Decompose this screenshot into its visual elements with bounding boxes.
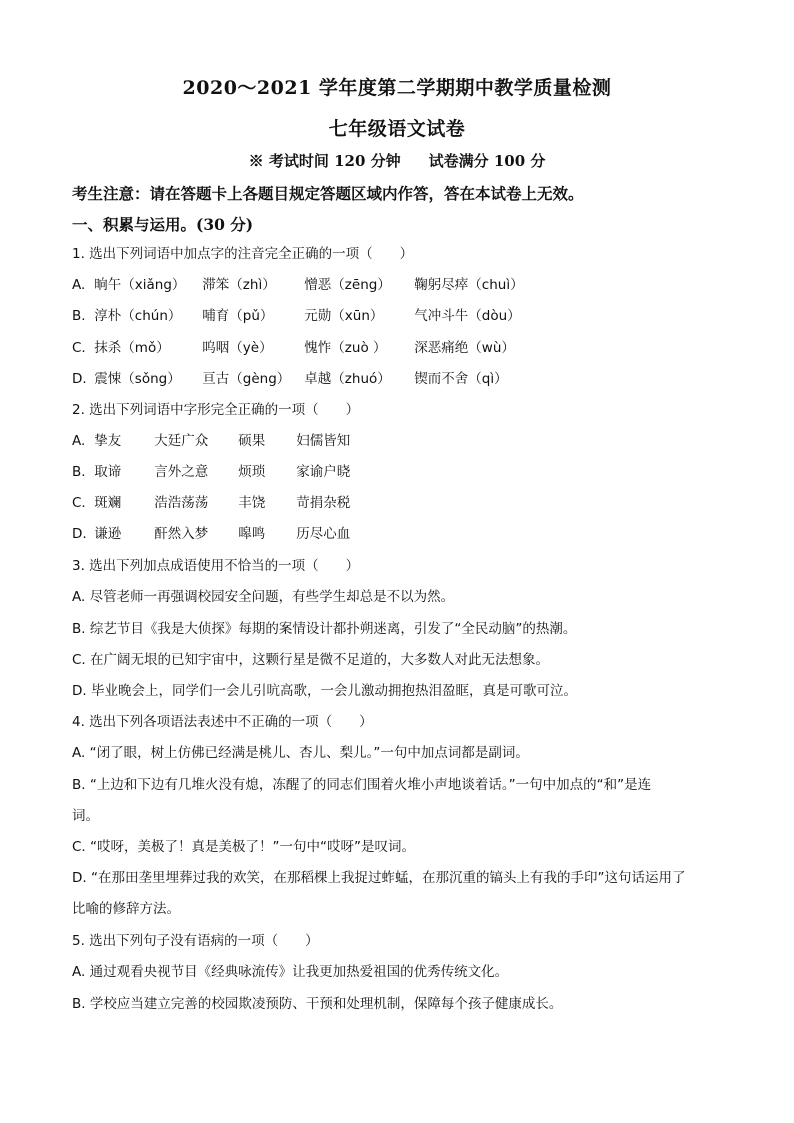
question-3-option-c: C. 在广阔无垠的已知宇宙中，这颗行星是微不足道的，大多数人对此无法想象。 — [72, 652, 550, 668]
option-item: 苛捐杂税 — [296, 495, 351, 511]
option-letter: B. — [72, 464, 86, 480]
question-5-option-a: A. 通过观看央视节目《经典咏流传》让我更加热爱祖国的优秀传统文化。 — [72, 964, 509, 980]
option-item: 烦琐 — [238, 464, 266, 480]
question-2-option-c — [72, 494, 350, 512]
option-item: 哺育（pǔ） — [202, 308, 274, 324]
option-letter: D. — [72, 526, 87, 542]
exam-notice: 考生注意：请在答题卡上各题目规定答题区域内作答，答在本试卷上无效。 — [72, 184, 584, 203]
option-item: 元勋（xūn） — [304, 308, 384, 324]
question-1-option-c — [72, 339, 515, 357]
option-item: 取谛 — [94, 464, 122, 480]
question-3-stem: 3. 选出下列加点成语使用不恰当的一项（ ） — [72, 558, 360, 574]
option-letter: B. — [72, 308, 86, 324]
option-letter: C. — [72, 495, 86, 511]
option-item: 愧怍（zuò ） — [304, 340, 387, 356]
option-letter: A. — [72, 433, 86, 449]
option-item: 硕果 — [238, 433, 266, 449]
question-1-stem: 1. 选出下列词语中加点字的注音完全正确的一项（ ） — [72, 246, 414, 262]
option-item: 淳朴（chún） — [94, 308, 182, 324]
section-heading: 一、积累与运用。(30 分) — [72, 215, 254, 234]
option-item: 晌午（xiǎng） — [94, 277, 186, 293]
option-letter: D. — [72, 371, 87, 387]
option-item: 呜咽（yè） — [202, 340, 273, 356]
option-item: 震悚（sǒng） — [94, 371, 181, 387]
exam-info — [0, 150, 794, 171]
question-4-option-b-cont: 词。 — [72, 808, 99, 824]
exam-title: 2020～2021 学年度第二学期期中教学质量检测 — [182, 77, 612, 99]
option-item: 抹杀（mǒ） — [94, 340, 170, 356]
option-item: 憎恶（zēng） — [304, 277, 391, 293]
option-item: 气冲斗牛（dòu） — [414, 308, 521, 324]
question-3-option-a: A. 尽管老师一再强调校园安全问题，有些学生却总是不以为然。 — [72, 589, 455, 605]
question-3-option-b: B. 综艺节目《我是大侦探》每期的案情设计都扑朔迷离，引发了“全民动脑”的热潮。 — [72, 621, 577, 637]
exam-score: 试卷满分 100 分 — [428, 152, 546, 170]
option-letter: C. — [72, 340, 86, 356]
option-item: 嗥鸣 — [238, 526, 266, 542]
question-1-option-d — [72, 370, 508, 388]
question-4-option-c: C. “哎呀，美极了！真是美极了！”一句中“哎呀”是叹词。 — [72, 839, 415, 855]
question-1-option-b — [72, 307, 521, 325]
option-item: 言外之意 — [154, 464, 209, 480]
option-item: 家谕户晓 — [296, 464, 351, 480]
question-2-stem: 2. 选出下列词语中字形完全正确的一项（ ） — [72, 402, 360, 418]
question-5-stem: 5. 选出下列句子没有语病的一项（ ） — [72, 933, 319, 949]
question-2-option-d — [72, 525, 350, 543]
option-item: 深恶痛绝（wù） — [414, 340, 515, 356]
option-item: 滞笨（zhì） — [202, 277, 276, 293]
option-item: 历尽心血 — [296, 526, 351, 542]
exam-time: ※ 考试时间 120 分钟 — [248, 152, 401, 170]
question-4-option-d-cont: 比喻的修辞方法。 — [72, 901, 180, 917]
option-item: 妇儒皆知 — [296, 433, 351, 449]
question-2-option-b — [72, 463, 350, 481]
option-item: 谦逊 — [94, 526, 122, 542]
question-3-option-d: D. 毕业晚会上，同学们一会儿引吭高歌，一会儿激动拥抱热泪盈眶，真是可歌可泣。 — [72, 683, 577, 699]
option-item: 挚友 — [94, 433, 122, 449]
option-item: 丰饶 — [238, 495, 266, 511]
question-4-option-a: A. “闭了眼，树上仿佛已经满是桃儿、杏儿、梨儿。”一句中加点词都是副词。 — [72, 745, 529, 761]
exam-subtitle: 七年级语文试卷 — [328, 118, 466, 140]
question-4-option-b: B. “上边和下边有几堆火没有熄，冻醒了的同志们围着火堆小声地谈着话。”一句中加点的“和”是连 — [72, 777, 652, 793]
question-2-option-a — [72, 432, 350, 450]
option-letter: A. — [72, 277, 86, 293]
option-item: 卓越（zhuó） — [304, 371, 391, 387]
option-item: 斑斓 — [94, 495, 122, 511]
option-item: 锲而不舍（qì） — [414, 371, 508, 387]
option-item: 鞠躬尽瘁（chuì） — [414, 277, 524, 293]
question-1-option-a — [72, 276, 524, 294]
question-4-stem: 4. 选出下列各项语法表述中不正确的一项（ ） — [72, 714, 373, 730]
question-5-option-b: B. 学校应当建立完善的校园欺凌预防、干预和处理机制，保障每个孩子健康成长。 — [72, 996, 563, 1012]
option-item: 酐然入梦 — [154, 526, 209, 542]
option-item: 亘古（gèng） — [202, 371, 291, 387]
option-item: 大廷广众 — [154, 433, 209, 449]
option-item: 浩浩荡荡 — [154, 495, 209, 511]
question-4-option-d: D. “在那田垄里埋葬过我的欢笑，在那稻棵上我捉过蚱蜢，在那沉重的镐头上有我的手印”这句话运用了 — [72, 870, 686, 886]
